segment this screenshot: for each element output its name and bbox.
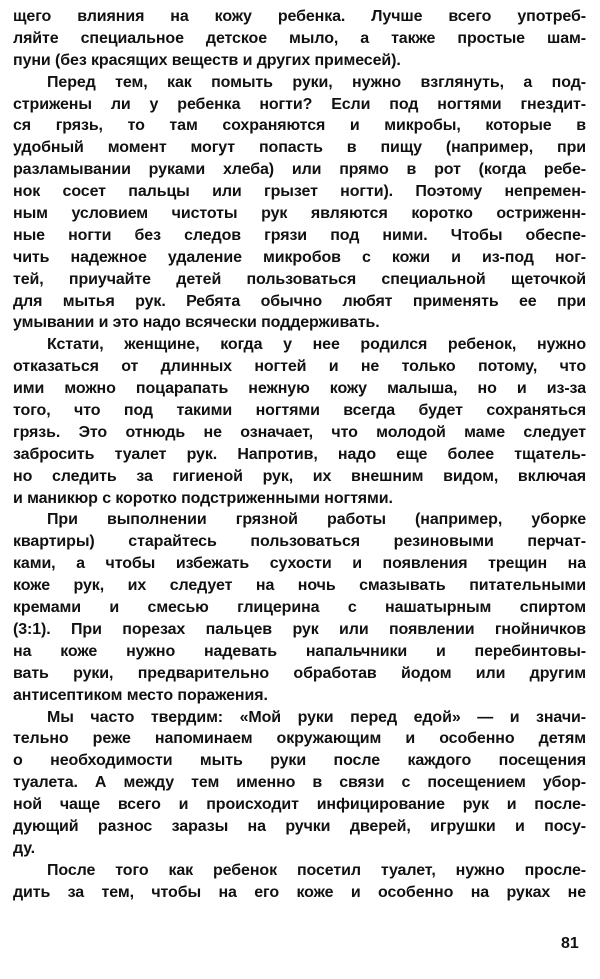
text-line: разламывании руками хлеба) или прямо в рот (когда ребе- (13, 161, 586, 179)
text-line: тей, приучайте детей пользоваться специальной щеточкой (13, 270, 586, 288)
page-number: 81 (561, 935, 579, 952)
text-line: ду. (13, 839, 35, 857)
text-line: дующий разнос заразы на ручки дверей, игрушки и посу- (13, 817, 586, 835)
text-line: ками, а чтобы избежать сухости и появления трещин на (13, 555, 586, 573)
text-line: Кстати, женщине, когда у нее родился ребенок, нужно (47, 336, 586, 354)
text-line: После того как ребенок посетил туалет, нужно просле- (47, 861, 586, 879)
text-line: При выполнении грязной работы (например, уборке (47, 511, 586, 529)
text-line: для мытья рук. Ребята обычно любят применять ее при (13, 292, 586, 310)
text-line: ся грязь, то там сохраняются и микробы, которые в (13, 117, 586, 135)
text-line: грязь. Это отнюдь не означает, что молодой маме следует (13, 423, 586, 441)
text-line: коже рук, их следует на ночь смазывать питательными (13, 577, 586, 595)
text-line: ими можно поцарапать нежную кожу малыша, но и из-за (13, 380, 586, 398)
text-line: тельно реже напоминаем окружающим и особенно детям (13, 730, 586, 748)
text-line: забросить туалет рук. Напротив, надо еще более тщатель- (13, 445, 586, 463)
text-line: квартиры) старайтесь пользоваться резиновыми перчат- (13, 533, 586, 551)
text-line: дить за тем, чтобы на его коже и особенно на руках не (13, 883, 586, 901)
text-line: щего влияния на кожу ребенка. Лучше всего употреб- (13, 8, 586, 25)
text-line: пуни (без красящих веществ и других примесей). (13, 51, 401, 69)
text-line: (3:1). При порезах пальцев рук или появлении гнойничков (13, 620, 586, 638)
page-body-text (13, 6, 586, 904)
paragraph (13, 707, 586, 860)
text-line: антисептиком место поражения. (13, 686, 268, 704)
text-line: стрижены ли у ребенка ногти? Если под ногтями гнездит- (13, 95, 586, 113)
text-line: и маникюр с коротко подстриженными ногтями. (13, 489, 393, 507)
text-line: ным условием чистоты рук являются коротко остриженн- (13, 205, 586, 223)
text-line: туалета. А между тем именно в связи с посещением убор- (13, 774, 586, 792)
paragraph (13, 72, 586, 335)
text-line: отказаться от длинных ногтей и не только потому, что (13, 358, 586, 376)
text-line: вать руки, предварительно обработав йодом или другим (13, 664, 586, 682)
text-line: ляйте специальное детское мыло, а также простые шам- (13, 29, 586, 47)
text-line: удобный момент могут попасть в пищу (например, при (13, 139, 586, 157)
paragraph (13, 860, 586, 904)
text-line: умывании и это надо всячески поддерживать. (13, 314, 380, 332)
text-line: Мы часто твердим: «Мой руки перед едой» — и значи- (47, 708, 586, 726)
text-line: ные ногти без следов грязи под ними. Чтобы обеспе- (13, 226, 586, 244)
paragraph (13, 6, 586, 72)
text-line: о необходимости мыть руки после каждого посещения (13, 752, 586, 770)
text-line: кремами и смесью глицерина с нашатырным спиртом (13, 599, 586, 617)
text-line: нок сосет пальцы или грызет ногти). Поэтому непремен- (13, 183, 586, 201)
paragraph (13, 509, 586, 706)
text-line: на коже нужно надевать напальчники и перебинтовы- (13, 642, 586, 660)
text-line: но следить за гигиеной рук, их внешним видом, включая (13, 467, 586, 485)
text-line: того, что под такими ногтями всегда будет сохраняться (13, 402, 586, 420)
text-line: Перед тем, как помыть руки, нужно взглянуть, а под- (47, 73, 586, 91)
text-line: ной чаще всего и происходит инфицирование рук и после- (13, 796, 586, 814)
paragraph (13, 334, 586, 509)
text-line: чить надежное удаление микробов с кожи и из-под ног- (13, 248, 586, 266)
